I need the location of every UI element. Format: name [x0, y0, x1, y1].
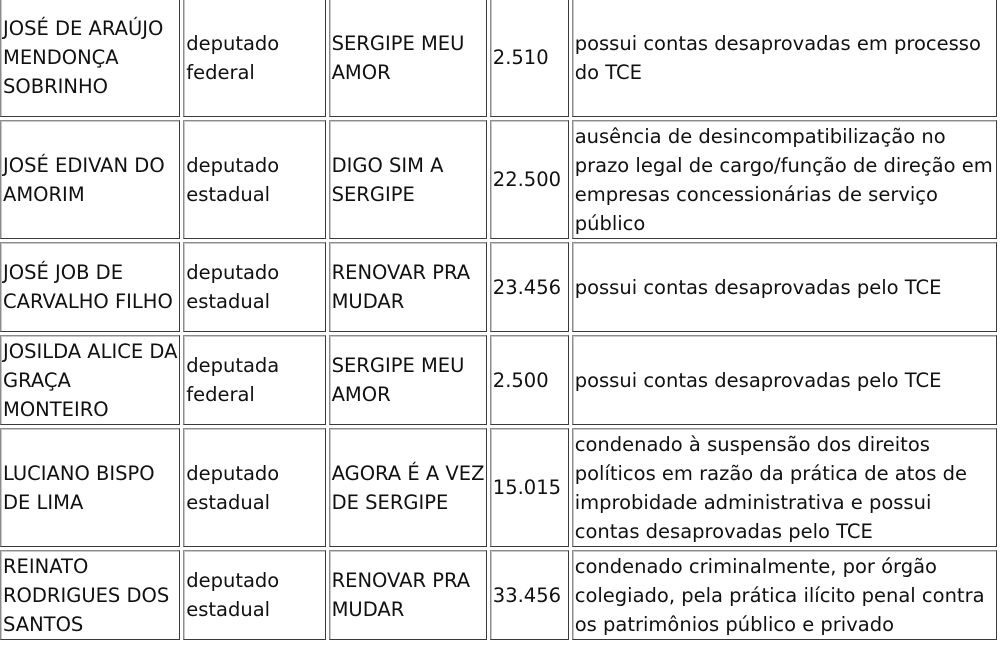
reason-cell: possui contas desaprovadas em processo do TCE [572, 0, 997, 117]
coalition-cell: AGORA É A VEZ DE SERGIPE [329, 428, 487, 547]
coalition-cell: RENOVAR PRA MUDAR [329, 242, 487, 332]
reason-cell: ausência de desincompatibilização no prazo legal de cargo/função de direção em empresas concessionárias de serviço público [572, 120, 997, 239]
votes-cell: 15.015 [490, 428, 569, 547]
office-cell: deputada federal [183, 335, 325, 425]
reason-cell: condenado criminalmente, por órgão colegiado, pela prática ilícito penal contra os patrimônios público e privado [572, 550, 997, 640]
candidate-name-cell: JOSILDA ALICE DA GRAÇA MONTEIRO [0, 335, 180, 425]
office-cell: deputado estadual [183, 550, 325, 640]
table-row [0, 335, 997, 425]
office-cell: deputado estadual [183, 242, 325, 332]
reason-cell: possui contas desaprovadas pelo TCE [572, 335, 997, 425]
office-cell: deputado federal [183, 0, 325, 117]
candidate-name-cell: LUCIANO BISPO DE LIMA [0, 428, 180, 547]
reason-cell: condenado à suspensão dos direitos políticos em razão da prática de atos de improbidade administrativa e possui contas desaprovadas pelo TCE [572, 428, 997, 547]
coalition-cell: DIGO SIM A SERGIPE [329, 120, 487, 239]
votes-cell: 33.456 [490, 550, 569, 640]
coalition-cell: SERGIPE MEU AMOR [329, 0, 487, 117]
table-row [0, 120, 997, 239]
table-row [0, 0, 997, 117]
office-cell: deputado estadual [183, 120, 325, 239]
office-cell: deputado estadual [183, 428, 325, 547]
votes-cell: 23.456 [490, 242, 569, 332]
candidate-name-cell: JOSÉ DE ARAÚJO MENDONÇA SOBRINHO [0, 0, 180, 117]
candidate-name-cell: JOSÉ EDIVAN DO AMORIM [0, 120, 180, 239]
coalition-cell: SERGIPE MEU AMOR [329, 335, 487, 425]
table-row [0, 428, 997, 547]
votes-cell: 2.500 [490, 335, 569, 425]
reason-cell: possui contas desaprovadas pelo TCE [572, 242, 997, 332]
table-row [0, 550, 997, 640]
votes-cell: 2.510 [490, 0, 569, 117]
votes-cell: 22.500 [490, 120, 569, 239]
table-row [0, 242, 997, 332]
coalition-cell: RENOVAR PRA MUDAR [329, 550, 487, 640]
candidate-name-cell: REINATO RODRIGUES DOS SANTOS [0, 550, 180, 640]
candidate-name-cell: JOSÉ JOB DE CARVALHO FILHO [0, 242, 180, 332]
